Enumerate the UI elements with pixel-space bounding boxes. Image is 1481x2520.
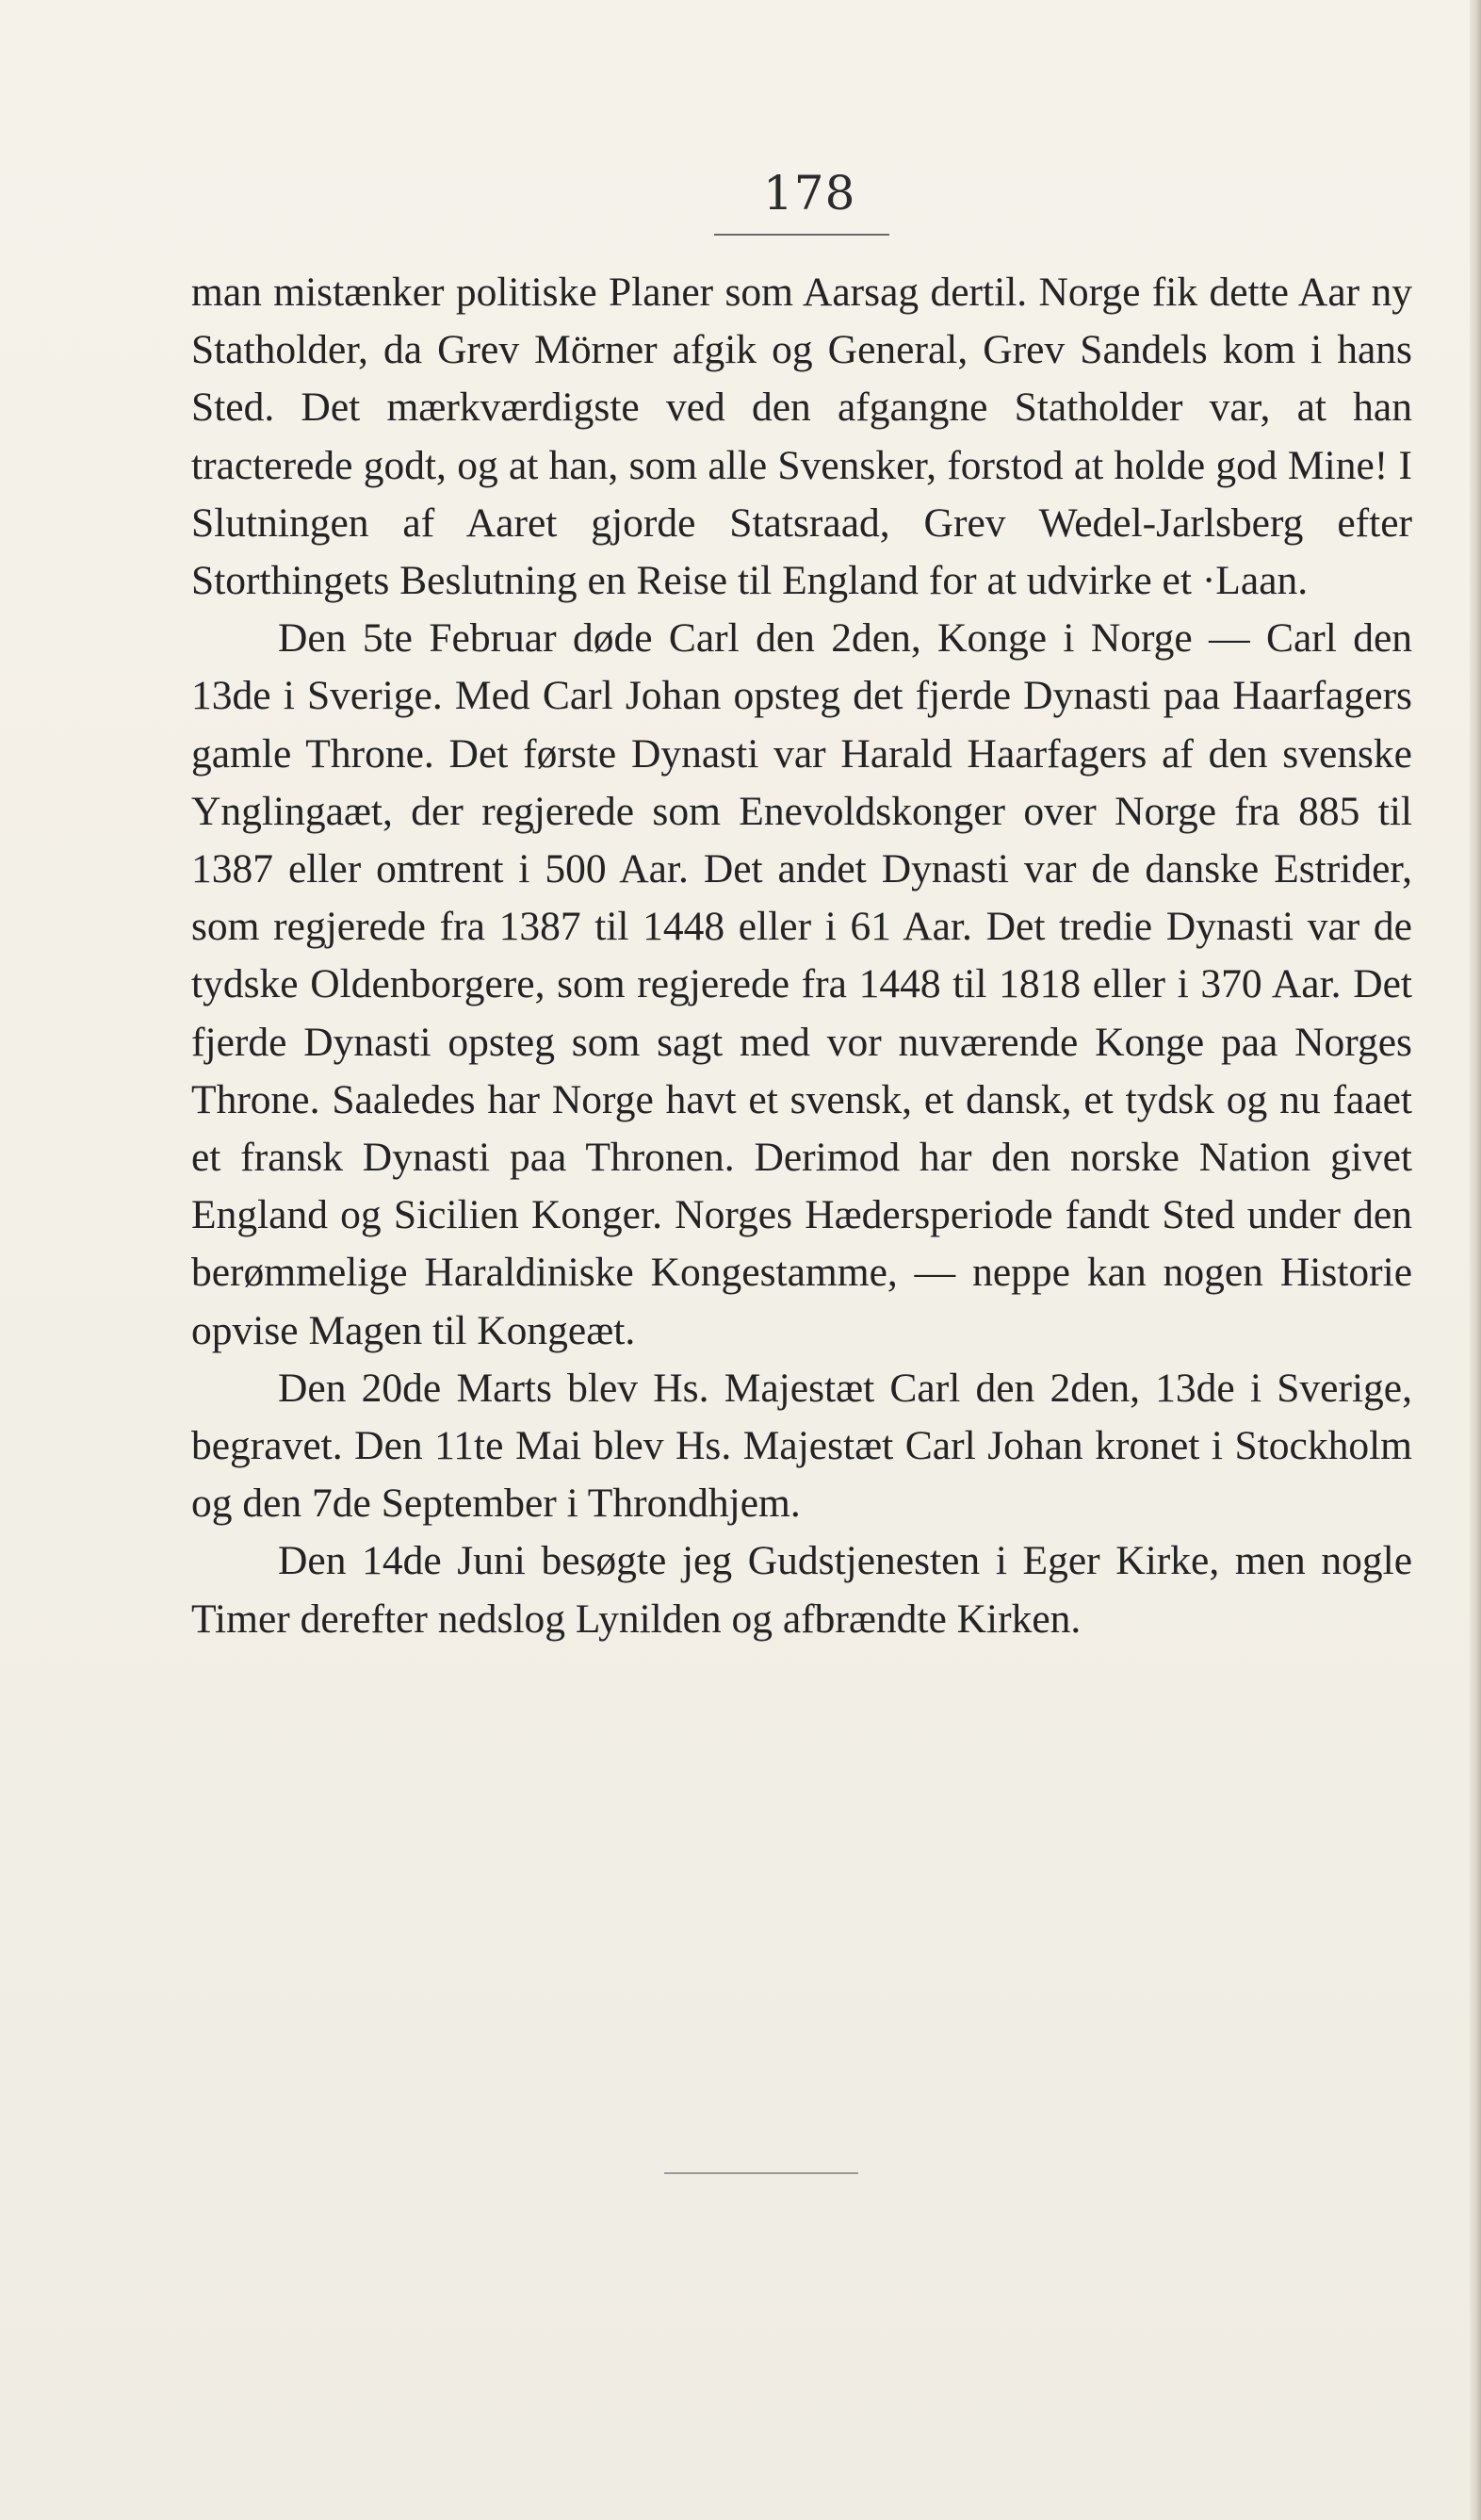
paragraph-4: Den 14de Juni besøgte jeg Gudstjenesten i Eger Kirke, men nogle Timer derefter nedslog Lynilden og afbrændte Kirken. [191, 1538, 1412, 1642]
footer-rule [664, 2172, 858, 2174]
page-number: 178 [763, 166, 856, 221]
header-rule [714, 234, 889, 236]
paragraph-2: Den 5te Februar døde Carl den 2den, Konge i Norge — Carl den 13de i Sverige. Med Carl Johan opsteg det fjerde Dynasti paa Haarfagers gamle Throne. Det første Dynasti var Harald Haarfagers af den svenske Ynglingaæt, der regjerede som Enevoldskonger over Norge fra 885 til 1387 eller omtrent i 500 Aar. Det andet Dynasti var de danske Estrider, som regjerede fra 1387 til 1448 eller i 61 Aar. Det tredie Dynasti var de tydske Oldenborgere, som regjerede fra 1448 til 1818 eller i 370 Aar. Det fjerde Dynasti opsteg som sagt med vor nuværende Konge paa Norges Throne. Saaledes har Norge havt et svensk, et dansk, et tydsk og nu faaet et fransk Dynasti paa Thronen. Derimod har den norske Nation givet England og Sicilien Konger. Norges Hædersperiode fandt Sted under den berømmelige Haraldiniske Kongestamme, — neppe kan nogen Historie opvise Magen til Kongeæt. [191, 615, 1412, 1353]
paragraph-3: Den 20de Marts blev Hs. Majestæt Carl den 2den, 13de i Sverige, begravet. Den 11te Mai blev Hs. Majestæt Carl Johan kronet i Stockholm og den 7de September i Throndhjem. [191, 1365, 1412, 1527]
body-text [191, 264, 1412, 1648]
page-edge-shadow [1470, 0, 1481, 2520]
paragraph-1: man mistænker politiske Planer som Aarsag dertil. Norge fik dette Aar ny Statholder, da Grev Mörner afgik og General, Grev Sandels kom i hans Sted. Det mærkværdigste ved den afgangne Statholder var, at han tracterede godt, og at han, som alle Svensker, forstod at holde god Mine! I Slutningen af Aaret gjorde Statsraad, Grev Wedel-Jarlsberg efter Storthingets Beslutning en Reise til England for at udvirke et ·Laan. [191, 270, 1412, 604]
